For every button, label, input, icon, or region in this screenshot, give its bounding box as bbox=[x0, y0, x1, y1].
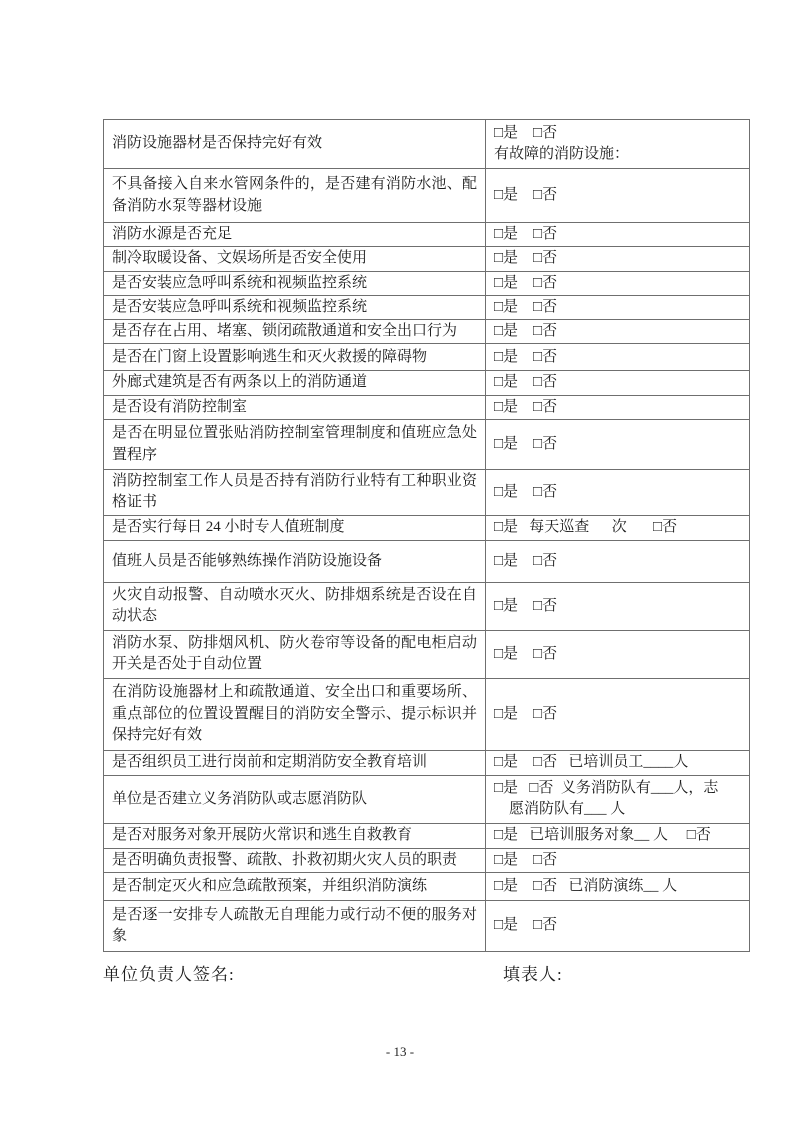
question-cell: 是否逐一安排专人疏散无自理能力或行动不便的服务对象 bbox=[104, 900, 486, 951]
question-cell: 是否对服务对象开展防火常识和逃生自救教育 bbox=[104, 823, 486, 848]
table-row bbox=[104, 120, 750, 169]
answer-note: 愿消防队有___ 人 bbox=[494, 801, 626, 818]
answer-options: □是 □否 bbox=[494, 483, 558, 500]
answer-options: □是 □否 bbox=[494, 552, 558, 569]
question-cell: 是否组织员工进行岗前和定期消防安全教育培训 bbox=[104, 750, 486, 775]
answer-cell bbox=[486, 515, 750, 540]
question-cell: 不具备接入自来水管网条件的，是否建有消防水池、配备消防水泵等器材设施 bbox=[104, 169, 486, 223]
signature-line bbox=[103, 960, 749, 985]
page-number: - 13 - bbox=[385, 1044, 415, 1059]
table-row bbox=[104, 872, 750, 900]
answer-cell bbox=[486, 371, 750, 395]
answer-options: □是 □否 bbox=[494, 851, 558, 868]
answer-cell bbox=[486, 223, 750, 247]
answer-options: □是 已培训服务对象__ 人 □否 bbox=[494, 827, 711, 844]
answer-cell bbox=[486, 678, 750, 750]
question-cell: 制冷取暖设备、文娱场所是否安全使用 bbox=[104, 247, 486, 271]
answer-cell bbox=[486, 169, 750, 223]
answer-cell bbox=[486, 120, 750, 169]
answer-options: □是 每天巡查 次 □否 bbox=[494, 519, 678, 536]
table-row bbox=[104, 169, 750, 223]
answer-options: □是 □否 义务消防队有___人，志 bbox=[494, 779, 719, 796]
question-cell: 是否在门窗上设置影响逃生和灭火救援的障碍物 bbox=[104, 344, 486, 371]
answer-cell bbox=[486, 872, 750, 900]
answer-options: □是 □否 bbox=[494, 226, 558, 242]
question-cell: 消防控制室工作人员是否持有消防行业特有工种职业资格证书 bbox=[104, 470, 486, 516]
answer-options: □是 □否 bbox=[494, 274, 558, 291]
question-cell: 是否制定灭火和应急疏散预案，并组织消防演练 bbox=[104, 872, 486, 900]
answer-cell bbox=[486, 470, 750, 516]
answer-cell bbox=[486, 295, 750, 319]
answer-options: □是 □否 bbox=[494, 917, 558, 934]
table-row bbox=[104, 420, 750, 470]
answer-cell bbox=[486, 823, 750, 848]
question-cell: 是否安装应急呼叫系统和视频监控系统 bbox=[104, 295, 486, 319]
answer-cell bbox=[486, 582, 750, 630]
table-row bbox=[104, 823, 750, 848]
answer-cell bbox=[486, 750, 750, 775]
answer-cell bbox=[486, 247, 750, 271]
table-row bbox=[104, 320, 750, 344]
answer-options: □是 □否 bbox=[494, 435, 558, 452]
answer-cell bbox=[486, 775, 750, 823]
answer-options: □是 □否 bbox=[494, 398, 558, 415]
table-row bbox=[104, 395, 750, 419]
question-cell: 值班人员是否能够熟练操作消防设施设备 bbox=[104, 540, 486, 582]
table-row bbox=[104, 630, 750, 678]
answer-cell bbox=[486, 320, 750, 344]
table-row bbox=[104, 271, 750, 295]
table-row bbox=[104, 582, 750, 630]
manager-signature-label: 单位负责人签名: bbox=[103, 965, 235, 984]
table-row bbox=[104, 470, 750, 516]
question-cell: 是否存在占用、堵塞、锁闭疏散通道和安全出口行为 bbox=[104, 320, 486, 344]
answer-options: □是 □否 bbox=[494, 298, 558, 315]
question-cell: 是否实行每日 24 小时专人值班制度 bbox=[104, 515, 486, 540]
answer-options: □是 □否 bbox=[494, 597, 558, 614]
table-row bbox=[104, 295, 750, 319]
question-cell: 消防水泵、防排烟风机、防火卷帘等设备的配电柜启动开关是否处于自动位置 bbox=[104, 630, 486, 678]
question-cell: 是否安装应急呼叫系统和视频监控系统 bbox=[104, 271, 486, 295]
answer-options: □是 □否 bbox=[494, 374, 558, 391]
answer-options: □是 □否 bbox=[494, 124, 558, 141]
answer-options: □是 □否 bbox=[494, 323, 558, 340]
table-row bbox=[104, 750, 750, 775]
answer-options: □是 □否 bbox=[494, 705, 558, 722]
table-row bbox=[104, 515, 750, 540]
question-cell: 是否设有消防控制室 bbox=[104, 395, 486, 419]
question-cell: 是否明确负责报警、疏散、扑救初期火灾人员的职责 bbox=[104, 848, 486, 872]
form-filler-label: 填表人: bbox=[503, 965, 563, 984]
question-cell: 在消防设施器材上和疏散通道、安全出口和重要场所、重点部位的位置设置醒目的消防安全警示、提示标识并保持完好有效 bbox=[104, 678, 486, 750]
answer-cell bbox=[486, 848, 750, 872]
table-row bbox=[104, 223, 750, 247]
answer-cell bbox=[486, 271, 750, 295]
answer-cell bbox=[486, 420, 750, 470]
question-cell: 消防设施器材是否保持完好有效 bbox=[104, 120, 486, 169]
question-cell: 消防水源是否充足 bbox=[104, 223, 486, 247]
answer-options: □是 □否 bbox=[494, 645, 558, 662]
question-cell: 单位是否建立义务消防队或志愿消防队 bbox=[104, 775, 486, 823]
table-row bbox=[104, 848, 750, 872]
table-row bbox=[104, 247, 750, 271]
answer-note: 有故障的消防设施： bbox=[494, 146, 630, 162]
answer-cell bbox=[486, 540, 750, 582]
answer-cell bbox=[486, 630, 750, 678]
table-row bbox=[104, 540, 750, 582]
question-cell: 外廊式建筑是否有两条以上的消防通道 bbox=[104, 371, 486, 395]
table-row bbox=[104, 344, 750, 371]
answer-cell bbox=[486, 395, 750, 419]
answer-options: □是 □否 bbox=[494, 186, 558, 203]
answer-options: □是 □否 已培训员工____人 bbox=[494, 754, 689, 771]
table-row bbox=[104, 775, 750, 823]
inspection-checklist-table bbox=[103, 119, 750, 952]
answer-options: □是 □否 bbox=[494, 348, 558, 365]
table-row bbox=[104, 678, 750, 750]
table-row bbox=[104, 371, 750, 395]
answer-cell bbox=[486, 344, 750, 371]
question-cell: 火灾自动报警、自动喷水灭火、防排烟系统是否设在自动状态 bbox=[104, 582, 486, 630]
answer-options: □是 □否 已消防演练__ 人 bbox=[494, 877, 678, 894]
table-row bbox=[104, 900, 750, 951]
answer-options: □是 □否 bbox=[494, 250, 558, 267]
answer-cell bbox=[486, 900, 750, 951]
question-cell: 是否在明显位置张贴消防控制室管理制度和值班应急处置程序 bbox=[104, 420, 486, 470]
